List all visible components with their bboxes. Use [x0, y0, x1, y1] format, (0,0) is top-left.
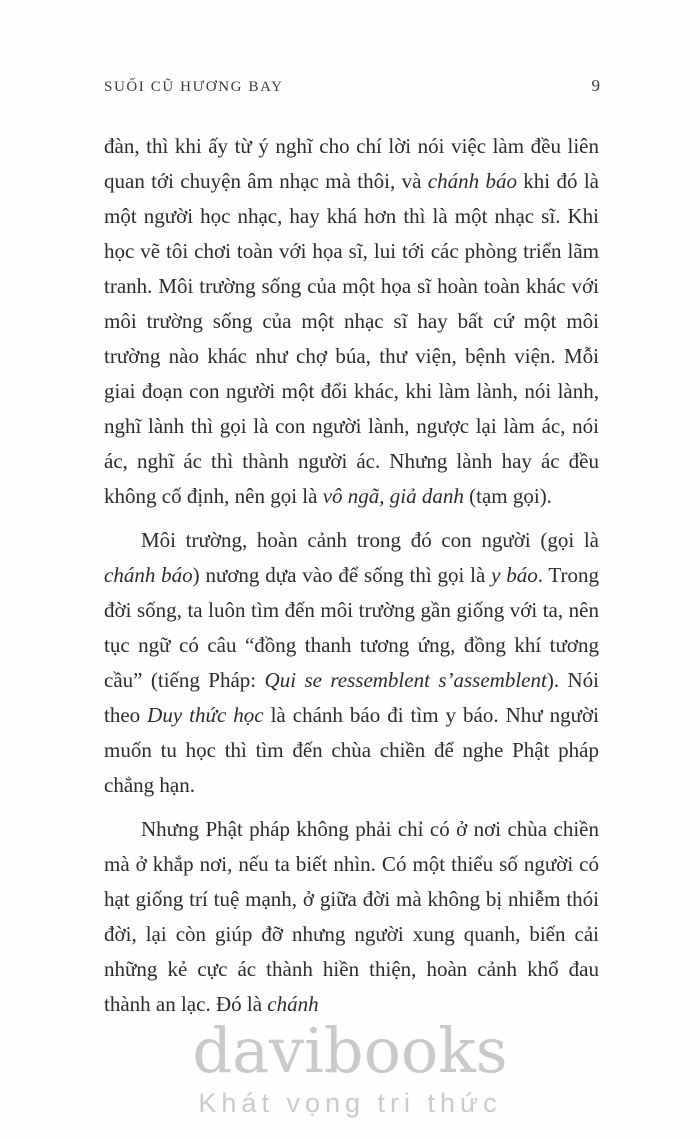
text-run: . Trong đời sống, ta luôn tìm đến môi trường gần giống với ta, nên tục ngữ có câu “đồng thanh tương ứng, đồng khí tương cầu” (tiếng Pháp: [104, 563, 600, 692]
italic-text-run: vô ngã, giả danh [322, 484, 464, 508]
italic-text-run: Duy thức học [147, 703, 264, 727]
italic-text-run: Qui se ressemblent s’assemblent [264, 668, 547, 692]
page-number: 9 [591, 76, 600, 95]
watermark-brand: davibooks [192, 1014, 508, 1087]
paragraph [104, 129, 599, 514]
text-run: (tạm gọi). [463, 484, 552, 508]
watermark [0, 1016, 700, 1119]
page-header [104, 76, 600, 96]
text-run: Nhưng Phật pháp không phải chỉ có ở nơi chùa chiền mà ở khắp nơi, nếu ta biết nhìn. Có một thiểu số người có hạt giống trí tuệ mạnh, ở giữa đời mà không bị nhiễm thói đời, lại còn giúp đỡ nhưng người xung quanh, biến cải những kẻ cực ác thành hiền thiện, hoàn cảnh khổ đau thành an lạc. Đó là [104, 817, 599, 1016]
paragraph [104, 523, 599, 803]
italic-text-run: chánh báo [427, 169, 517, 193]
paragraph [104, 812, 599, 1022]
italic-text-run: chánh báo [104, 563, 193, 587]
text-run: đàn, thì khi ấy từ ý nghĩ cho chí lời nói việc làm đều liên quan tới chuyện âm nhạc mà thôi, và [104, 134, 599, 193]
text-run: ). Nói theo [104, 668, 599, 727]
text-run: là chánh báo đi tìm y báo. Như người muốn tu học thì tìm đến chùa chiền để nghe Phật pháp chẳng hạn. [104, 703, 600, 797]
running-title: SUỐI CŨ HƯƠNG BAY [104, 79, 284, 95]
text-run: khi đó là một người học nhạc, hay khá hơn thì là một nhạc sĩ. Khi học vẽ tôi chơi toàn với họa sĩ, lui tới các phòng triển lãm tranh. Môi trường sống của một họa sĩ hoàn toàn khác với môi trường sống của một nhạc sĩ hay bất cứ một môi trường nào khác như chợ búa, thư viện, bệnh viện. Mỗi giai đoạn con người một đổi khác, khi làm lành, nói lành, nghĩ lành thì gọi là con người lành, ngược lại làm ác, nói ác, nghĩ ác thì thành người ác. Nhưng lành hay ác đều không cố định, nên gọi là [104, 169, 600, 508]
italic-text-run: chánh [267, 992, 319, 1016]
text-run: Môi trường, hoàn cảnh trong đó con người (gọi là [141, 528, 599, 552]
text-run: ) nương dựa vào để sống thì gọi là [192, 563, 492, 587]
watermark-tagline: Khát vọng tri thức [198, 1088, 502, 1118]
italic-text-run: y báo [491, 563, 538, 587]
body-text [104, 129, 599, 1022]
